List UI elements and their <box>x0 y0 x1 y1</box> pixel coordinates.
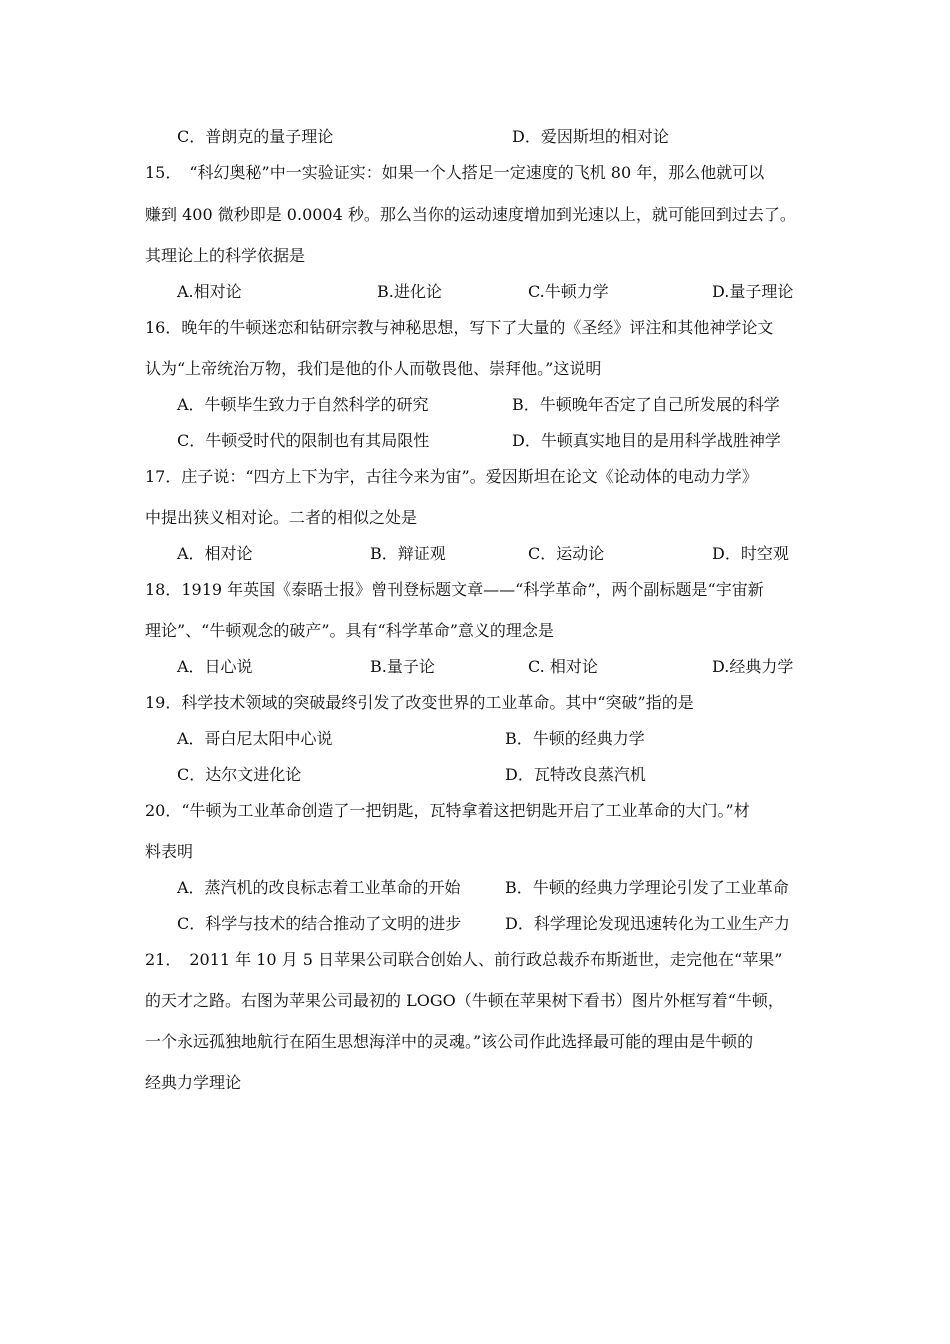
question-16-stem-line-2: 认为“上帝统治万物，我们是他的仆人而敬畏他、崇拜他。”这说明 <box>145 359 602 378</box>
option-c: C．科学与技术的结合推动了文明的进步 <box>177 914 462 933</box>
option-b: B．牛顿的经典力学 <box>505 729 645 748</box>
option-c: C．达尔文进化论 <box>177 765 302 784</box>
option-b: B．牛顿晚年否定了自己所发展的科学 <box>512 395 780 414</box>
option-a: A．哥白尼太阳中心说 <box>177 729 333 748</box>
question-17-stem-line-1: 17．庄子说：“四方上下为宇，古往今来为宙”。爱因斯坦在论文《论动体的电动力学》 <box>145 467 758 486</box>
option-c: C．牛顿受时代的限制也有其局限性 <box>177 431 430 450</box>
option-d: D.量子理论 <box>712 282 794 301</box>
option-a: A.相对论 <box>177 282 242 301</box>
option-d: D．牛顿真实地目的是用科学战胜神学 <box>512 431 781 450</box>
question-16-stem-line-1: 16．晚年的牛顿迷恋和钻研宗教与神秘思想，写下了大量的《圣经》评注和其他神学论文 <box>145 318 774 337</box>
question-15-stem-line-2: 赚到 400 微秒即是 0.0004 秒。那么当你的运动速度增加到光速以上，就可能回到过去了。 <box>145 205 796 224</box>
option-c: C．运动论 <box>528 544 605 563</box>
option-d: D．瓦特改良蒸汽机 <box>505 765 646 784</box>
question-21-stem-line-3: 一个永远孤独地航行在陌生思想海洋中的灵魂。”该公司作此选择最可能的理由是牛顿的 <box>145 1032 754 1051</box>
option-a: A．蒸汽机的改良标志着工业革命的开始 <box>177 878 461 897</box>
option-b: B．辩证观 <box>370 544 446 563</box>
question-17-stem-line-2: 中提出狭义相对论。二者的相似之处是 <box>145 508 418 527</box>
question-15-stem-line-3: 其理论上的科学依据是 <box>145 246 306 265</box>
option-b: B.量子论 <box>370 657 435 676</box>
question-21-stem-line-1: 21． 2011 年 10 月 5 日苹果公司联合创始人、前行政总裁乔布斯逝世，走完他在“苹果” <box>145 950 783 969</box>
option-a: A．牛顿毕生致力于自然科学的研究 <box>177 395 429 414</box>
option-b: B.进化论 <box>377 282 442 301</box>
option-d: D．时空观 <box>712 544 789 563</box>
question-18-stem-line-2: 理论”、“牛顿观念的破产”。具有“科学革命”意义的理念是 <box>145 621 554 640</box>
option-c: C.牛顿力学 <box>528 282 609 301</box>
option-b: B．牛顿的经典力学理论引发了工业革命 <box>505 878 789 897</box>
option-d: D．爱因斯坦的相对论 <box>512 127 669 146</box>
option-a: A．日心说 <box>177 657 253 676</box>
question-21-stem-line-4: 经典力学理论 <box>145 1073 242 1092</box>
question-15-stem-line-1: 15． “科幻奥秘”中一实验证实：如果一个人搭足一定速度的飞机 80 年，那么他就可以 <box>145 163 765 182</box>
question-20-stem-line-1: 20．“牛顿为工业革命创造了一把钥匙，瓦特拿着这把钥匙开启了工业革命的大门。”材 <box>145 801 750 820</box>
option-c: C. 相对论 <box>528 657 598 676</box>
question-21-stem-line-2: 的天才之路。右图为苹果公司最初的 LOGO（牛顿在苹果树下看书）图片外框写着“牛顿， <box>145 991 784 1010</box>
option-a: A．相对论 <box>177 544 253 563</box>
question-19-stem-line-1: 19．科学技术领域的突破最终引发了改变世界的工业革命。其中“突破”指的是 <box>145 693 694 712</box>
question-20-stem-line-2: 料表明 <box>145 842 194 861</box>
option-d: D.经典力学 <box>712 657 794 676</box>
question-18-stem-line-1: 18．1919 年英国《泰晤士报》曾刊登标题文章——“科学革命”，两个副标题是“宇宙新 <box>145 580 764 599</box>
option-c: C．普朗克的量子理论 <box>177 127 334 146</box>
option-d: D．科学理论发现迅速转化为工业生产力 <box>505 914 790 933</box>
